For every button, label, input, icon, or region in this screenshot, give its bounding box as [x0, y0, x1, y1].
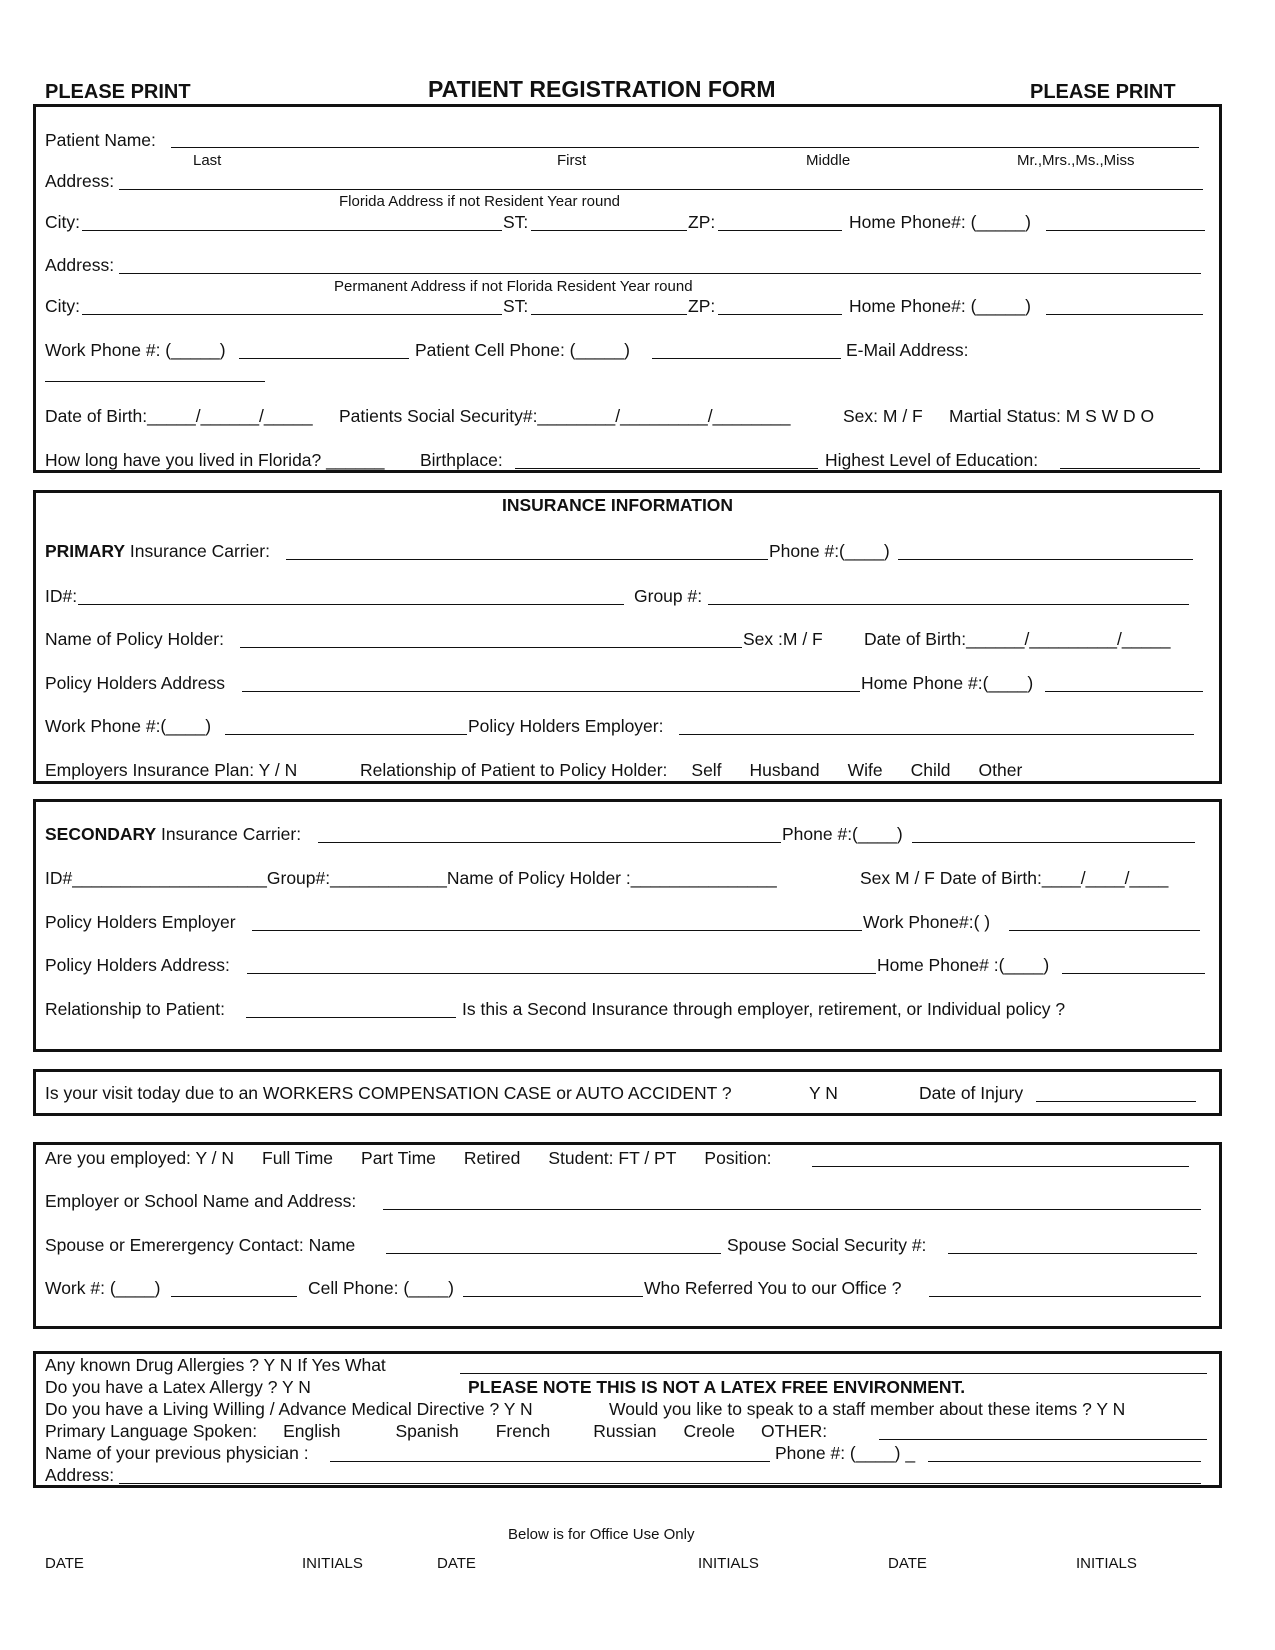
email-label: E-Mail Address: — [846, 340, 969, 360]
fl-zip-label: ZP: — [688, 212, 716, 232]
primary-group-field[interactable] — [708, 604, 1189, 605]
prev-physician-field[interactable] — [330, 1461, 770, 1462]
other-language-label: OTHER: — [761, 1421, 828, 1441]
sub-label-middle: Middle — [806, 152, 851, 169]
drug-allergy-field[interactable] — [460, 1373, 1207, 1374]
birthplace-label: Birthplace: — [420, 450, 503, 470]
florida-years-field[interactable]: How long have you lived in Florida? ______ — [45, 450, 385, 470]
primary-holder-name-field[interactable] — [240, 647, 742, 648]
primary-id-field[interactable] — [78, 604, 624, 605]
secondary-relationship-label: Relationship to Patient: — [45, 999, 225, 1019]
primary-group-label: Group #: — [634, 586, 703, 606]
prev-physician-address-field[interactable] — [119, 1483, 1201, 1484]
relationship-option[interactable]: Wife — [847, 760, 883, 780]
injury-date-field[interactable] — [1036, 1101, 1196, 1102]
fl-home-phone-field[interactable] — [1046, 230, 1205, 231]
employer-plan-options[interactable]: Employers Insurance Plan: Y / N — [45, 760, 298, 780]
ssn-field[interactable]: Patients Social Security#:________/_________/________ — [339, 406, 791, 426]
language-option[interactable]: Spanish — [395, 1421, 459, 1441]
primary-phone-label: Phone #:(____) — [769, 541, 890, 561]
prev-physician-address-label: Address: — [45, 1465, 115, 1485]
injury-date-label: Date of Injury — [919, 1083, 1024, 1103]
primary-carrier-field[interactable] — [286, 559, 768, 560]
spouse-ssn-label: Spouse Social Security #: — [727, 1235, 927, 1255]
position-label: Position: — [704, 1148, 772, 1168]
employment-cell-field[interactable] — [463, 1296, 643, 1297]
primary-id-label: ID#: — [45, 586, 78, 606]
primary-work-phone-field[interactable] — [225, 734, 467, 735]
sub-label-title: Mr.,Mrs.,Ms.,Miss — [1017, 152, 1135, 169]
secondary-address-field[interactable] — [247, 973, 876, 974]
fl-city-field[interactable] — [82, 230, 502, 231]
referred-field[interactable] — [929, 1296, 1201, 1297]
primary-holder-address-label: Policy Holders Address — [45, 673, 225, 693]
primary-holder-name-label: Name of Policy Holder: — [45, 629, 224, 649]
relationship-option[interactable]: Self — [691, 760, 722, 780]
language-option[interactable]: Russian — [593, 1421, 657, 1441]
perm-st-label: ST: — [503, 296, 529, 316]
latex-allergy-label[interactable]: Do you have a Latex Allergy ? Y N — [45, 1377, 311, 1397]
position-field[interactable] — [812, 1166, 1189, 1167]
patient-name-label: Patient Name: — [45, 130, 156, 150]
office-date-2: DATE — [437, 1555, 476, 1572]
employed-yn[interactable]: Are you employed: Y / N — [45, 1148, 235, 1168]
fl-st-label: ST: — [503, 212, 529, 232]
second-insurance-question: Is this a Second Insurance through employer, retirement, or Individual policy ? — [462, 999, 1066, 1019]
secondary-employer-field[interactable] — [252, 930, 862, 931]
perm-home-phone-field[interactable] — [1046, 314, 1203, 315]
insurance-heading: INSURANCE INFORMATION — [502, 495, 734, 515]
language-label: Primary Language Spoken: English Spanish French Russian Creole OTHER: — [45, 1421, 828, 1441]
relationship-option[interactable]: Child — [910, 760, 951, 780]
permanent-address-note: Permanent Address if not Florida Resident Year round — [334, 278, 693, 295]
email-field[interactable] — [45, 381, 265, 382]
language-option[interactable]: French — [495, 1421, 551, 1441]
fl-address-field[interactable] — [119, 189, 1203, 190]
work-phone-label: Work Phone #: (_____) — [45, 340, 226, 360]
work-phone-field[interactable] — [239, 358, 409, 359]
secondary-employer-label: Policy Holders Employer — [45, 912, 236, 932]
birthplace-field[interactable] — [515, 468, 818, 469]
dob-field[interactable]: Date of Birth:_____/______/_____ — [45, 406, 313, 426]
spouse-contact-field[interactable] — [386, 1253, 721, 1254]
secondary-carrier-field[interactable] — [318, 842, 781, 843]
sub-label-first: First — [557, 152, 587, 169]
secondary-sex-dob[interactable]: Sex M / F Date of Birth:____/____/____ — [860, 868, 1169, 888]
fl-st-field[interactable] — [531, 230, 687, 231]
fl-home-phone-label: Home Phone#: (_____) — [849, 212, 1031, 232]
secondary-home-phone-field[interactable] — [1062, 973, 1205, 974]
education-label: Highest Level of Education: — [825, 450, 1039, 470]
relationship-label: Relationship of Patient to Policy Holder: Self Husband Wife Child Other — [360, 760, 1023, 780]
secondary-phone-field[interactable] — [912, 842, 1195, 843]
spouse-contact-label: Spouse or Emerergency Contact: Name — [45, 1235, 356, 1255]
perm-address-label: Address: — [45, 255, 115, 275]
primary-holder-employer-label: Policy Holders Employer: — [468, 716, 664, 736]
sub-label-last: Last — [193, 152, 222, 169]
secondary-home-phone-label: Home Phone# :(____) — [877, 955, 1050, 975]
perm-city-label: City: — [45, 296, 80, 316]
perm-zip-field[interactable] — [718, 314, 842, 315]
perm-address-field[interactable] — [119, 273, 1201, 274]
employment-option[interactable]: Full Time — [262, 1148, 334, 1168]
education-field[interactable] — [1060, 468, 1200, 469]
employment-options — [45, 1150, 772, 1168]
marital-status-options[interactable]: Martial Status: M S W D O — [949, 406, 1155, 426]
language-option[interactable]: English — [283, 1421, 341, 1441]
office-initials-3: INITIALS — [1076, 1555, 1137, 1572]
other-language-field[interactable] — [879, 1439, 1207, 1440]
office-initials-2: INITIALS — [698, 1555, 759, 1572]
language-option[interactable]: Creole — [683, 1421, 735, 1441]
employment-work-field[interactable] — [171, 1296, 297, 1297]
spouse-ssn-field[interactable] — [948, 1253, 1197, 1254]
perm-home-phone-label: Home Phone#: (_____) — [849, 296, 1031, 316]
primary-home-phone-field[interactable] — [1045, 691, 1203, 692]
primary-holder-sex[interactable]: Sex :M / F — [743, 629, 823, 649]
sex-options[interactable]: Sex: M / F — [843, 406, 923, 426]
perm-st-field[interactable] — [531, 314, 687, 315]
patient-name-field[interactable] — [171, 147, 1199, 148]
directive-label[interactable]: Do you have a Living Willing / Advance Medical Directive ? Y N — [45, 1399, 533, 1419]
prev-physician-label: Name of your previous physician : — [45, 1443, 309, 1463]
employer-school-field[interactable] — [383, 1209, 1201, 1210]
office-initials-1: INITIALS — [302, 1555, 363, 1572]
please-print-left: PLEASE PRINT — [45, 81, 191, 103]
cell-phone-field[interactable] — [652, 358, 841, 359]
secondary-id-group-holder[interactable]: ID#____________________Group#:____________Name of Policy Holder :_______________ — [45, 868, 777, 888]
fl-city-label: City: — [45, 212, 80, 232]
employment-option[interactable]: Student: FT / PT — [548, 1148, 677, 1168]
office-date-3: DATE — [888, 1555, 927, 1572]
fl-zip-field[interactable] — [718, 230, 842, 231]
florida-address-note: Florida Address if not Resident Year round — [339, 193, 621, 210]
primary-home-phone-label: Home Phone #:(____) — [861, 673, 1034, 693]
referred-label: Who Referred You to our Office ? — [644, 1278, 902, 1298]
drug-allergy-label: Any known Drug Allergies ? Y N If Yes What — [45, 1355, 386, 1375]
secondary-relationship-field[interactable] — [246, 1017, 456, 1018]
prev-physician-phone-field[interactable] — [928, 1461, 1201, 1462]
prev-physician-phone-label: Phone #: (____) _ — [775, 1443, 916, 1463]
relationship-option[interactable]: Husband — [749, 760, 820, 780]
primary-work-phone-label: Work Phone #:(____) — [45, 716, 212, 736]
cell-phone-label: Patient Cell Phone: (_____) — [415, 340, 630, 360]
relationship-option[interactable]: Other — [978, 760, 1023, 780]
secondary-address-label: Policy Holders Address: — [45, 955, 230, 975]
workers-comp-yn[interactable]: Y N — [809, 1083, 838, 1103]
perm-zip-label: ZP: — [688, 296, 716, 316]
secondary-phone-label: Phone #:(____) — [782, 824, 903, 844]
employment-option[interactable]: Part Time — [361, 1148, 436, 1168]
perm-city-field[interactable] — [82, 314, 502, 315]
employment-option[interactable]: Retired — [463, 1148, 521, 1168]
primary-carrier-label: PRIMARY Insurance Carrier: — [45, 541, 270, 561]
fl-address-label: Address: — [45, 171, 115, 191]
please-print-right: PLEASE PRINT — [1030, 81, 1176, 103]
secondary-work-phone-field[interactable] — [1009, 930, 1200, 931]
office-date-1: DATE — [45, 1555, 84, 1572]
primary-phone-field[interactable] — [898, 559, 1193, 560]
secondary-work-phone-label: Work Phone#:( ) — [863, 912, 991, 932]
primary-holder-employer-field[interactable] — [679, 734, 1194, 735]
workers-comp-question: Is your visit today due to an WORKERS COMPENSATION CASE or AUTO ACCIDENT ? — [45, 1083, 732, 1103]
primary-holder-dob[interactable]: Date of Birth:______/_________/_____ — [864, 629, 1171, 649]
latex-note: PLEASE NOTE THIS IS NOT A LATEX FREE ENVIRONMENT. — [468, 1377, 966, 1397]
primary-holder-address-field[interactable] — [242, 691, 860, 692]
secondary-carrier-label: SECONDARY Insurance Carrier: — [45, 824, 302, 844]
employment-work-label: Work #: (____) — [45, 1278, 161, 1298]
form-title: PATIENT REGISTRATION FORM — [428, 76, 776, 102]
employer-school-label: Employer or School Name and Address: — [45, 1191, 357, 1211]
employment-cell-label: Cell Phone: (____) — [308, 1278, 454, 1298]
speak-staff-label[interactable]: Would you like to speak to a staff member about these items ? Y N — [609, 1399, 1126, 1419]
office-use-note: Below is for Office Use Only — [508, 1526, 695, 1543]
